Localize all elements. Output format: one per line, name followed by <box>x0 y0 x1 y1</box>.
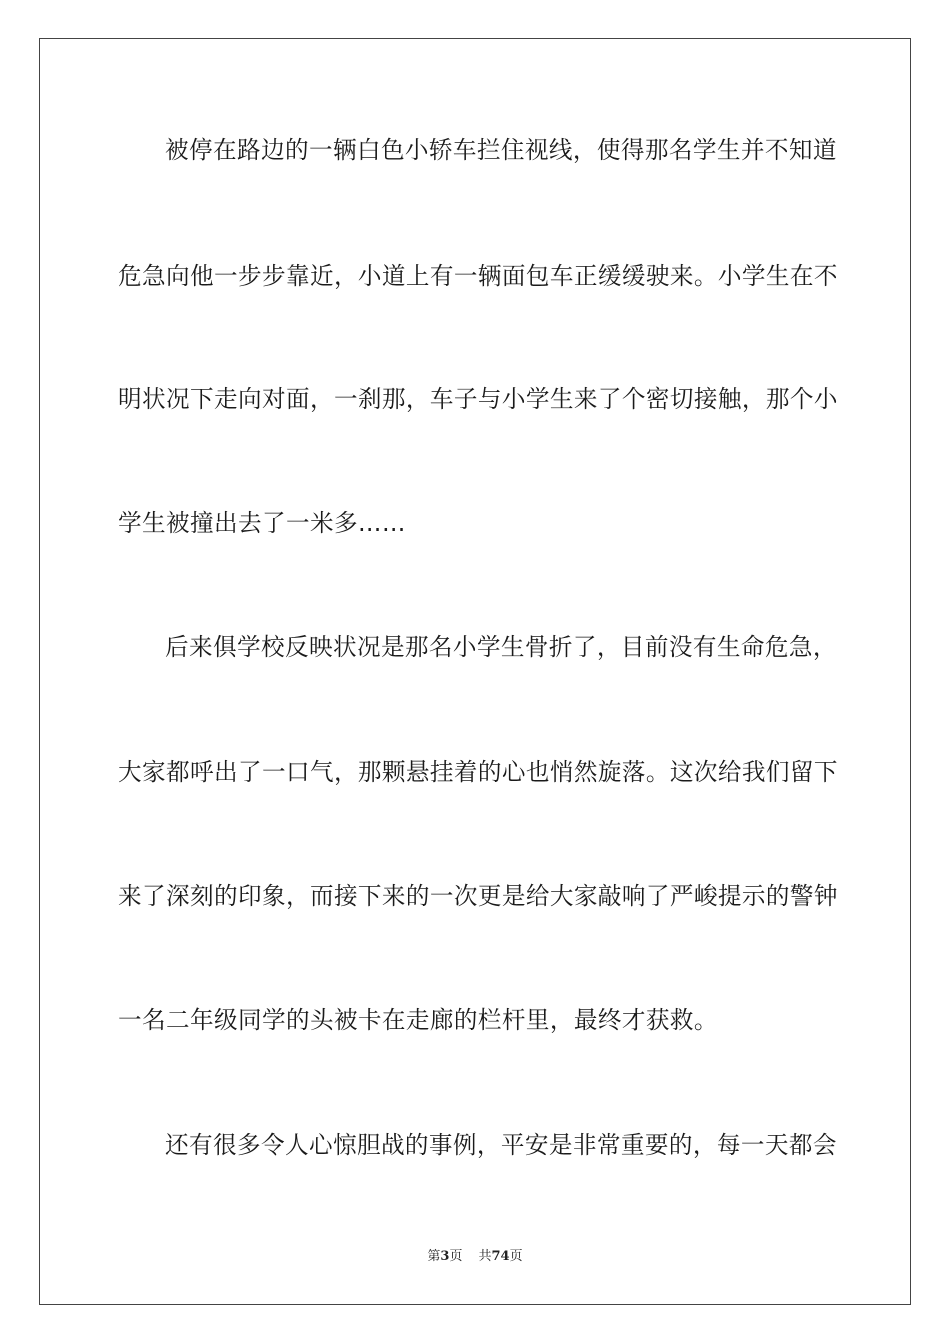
paragraph-line-9: 还有很多令人心惊胆战的事例，平安是非常重要的，每一天都会 <box>165 1131 837 1159</box>
page-label-prefix: 第 <box>427 1249 441 1264</box>
paragraph-line-3: 明状况下走向对面，一刹那，车子与小学生来了个密切接触，那个小 <box>118 385 838 413</box>
paragraph-line-4: 学生被撞出去了一米多…… <box>118 509 406 537</box>
paragraph-line-5: 后来俱学校反映状况是那名小学生骨折了，目前没有生命危急， <box>165 633 837 661</box>
paragraph-line-1: 被停在路边的一辆白色小轿车拦住视线，使得那名学生并不知道 <box>165 136 837 164</box>
page-footer <box>0 1248 950 1266</box>
paragraph-line-2: 危急向他一步步靠近，小道上有一辆面包车正缓缓驶来。小学生在不 <box>118 262 838 290</box>
paragraph-line-6: 大家都呼出了一口气，那颗悬挂着的心也悄然旋落。这次给我们留下 <box>118 758 838 786</box>
page-label-suffix: 页 <box>449 1249 463 1264</box>
total-label-prefix: 共 <box>478 1249 492 1264</box>
paragraph-line-8: 一名二年级同学的头被卡在走廊的栏杆里，最终才获救。 <box>118 1006 718 1034</box>
total-label-suffix: 页 <box>509 1249 523 1264</box>
total-pages: 74 <box>491 1249 510 1264</box>
page-number: 3 <box>440 1249 450 1264</box>
paragraph-line-7: 来了深刻的印象，而接下来的一次更是给大家敲响了严峻提示的警钟 <box>118 882 838 910</box>
page-border <box>39 38 911 1305</box>
